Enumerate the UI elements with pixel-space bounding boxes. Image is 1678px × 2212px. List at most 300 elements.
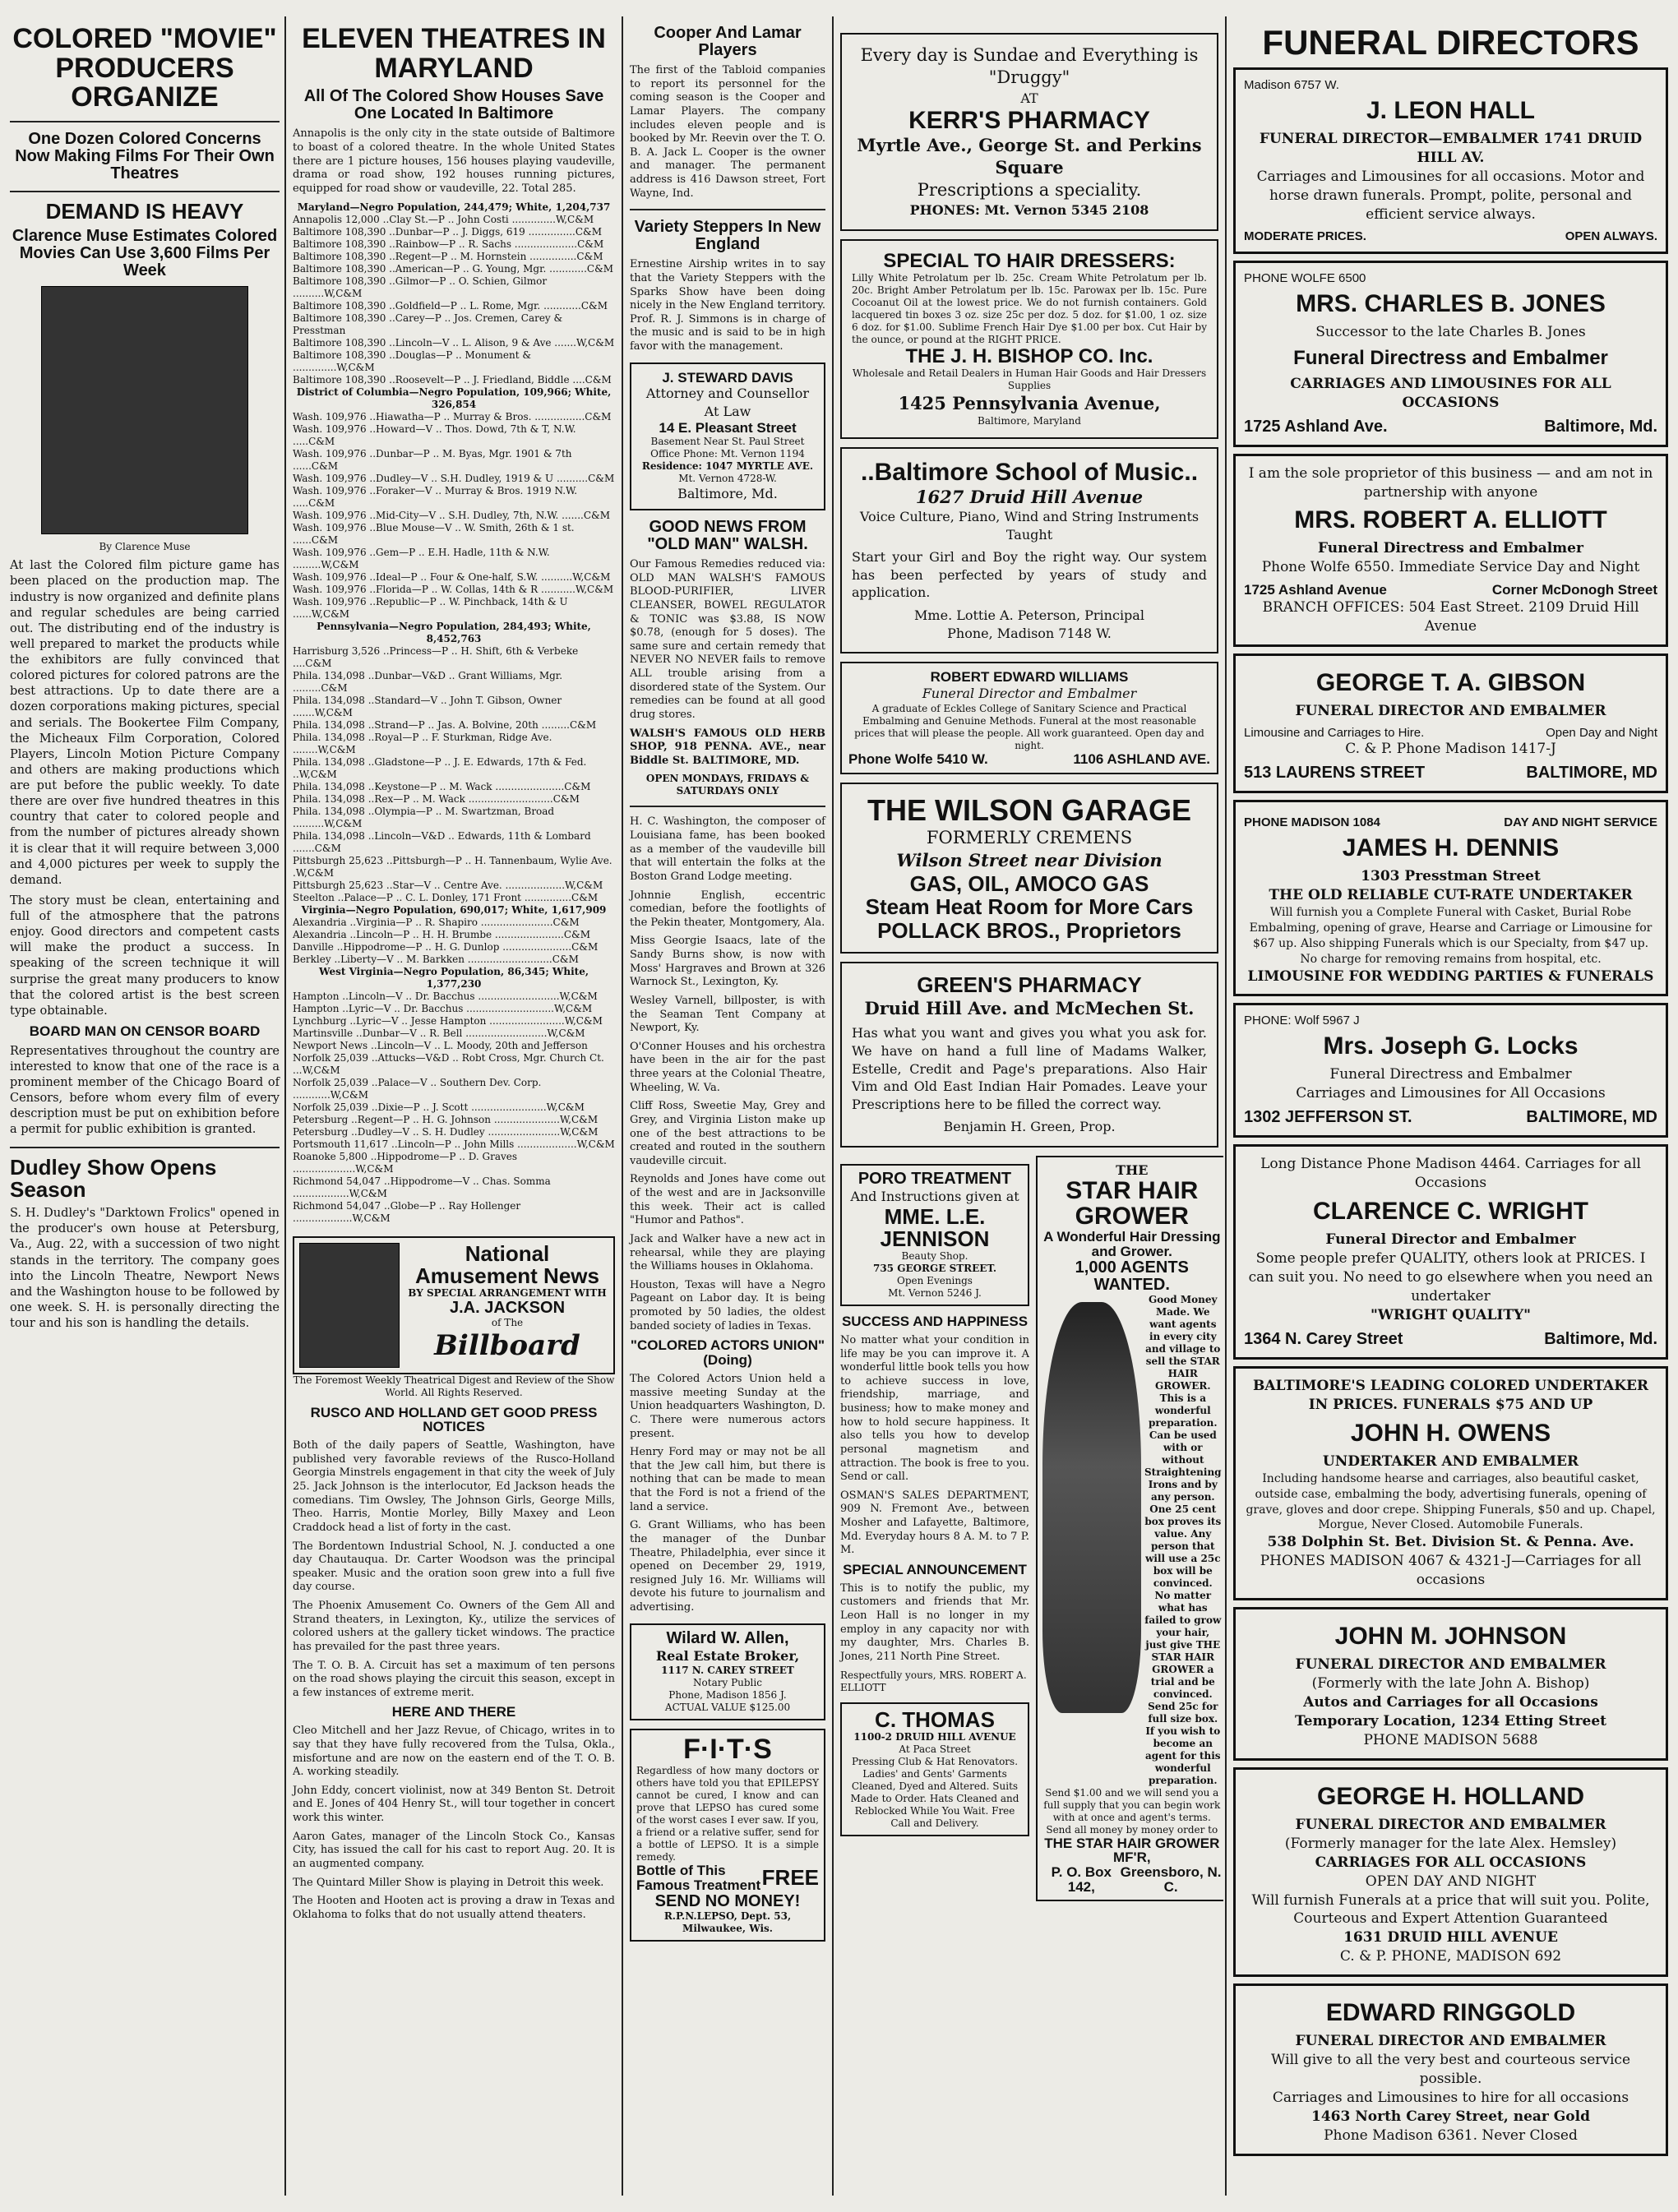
ad-kerrs-pharmacy (840, 33, 1218, 231)
story-quintard-miller: The Quintard Miller Show is playing in Detroit this week. (293, 1876, 604, 1889)
story-georgie-isaacs: Miss Georgie Isaacs, late of the Sandy Burns show, is now with Moss' Hargraves and Brown at 326 Warnock St., Lexington, Ky. (630, 935, 825, 989)
listing-virginia (293, 917, 615, 966)
ringgold-carriages: Carriages and Limousines to hire for all occasions (1272, 2090, 1629, 2107)
locks-city: BALTIMORE, MD (1526, 1108, 1657, 1127)
listing-row: Danville ..Hippodrome—P .. H. G. Dunlop ......................C&M (293, 940, 599, 953)
elliott-corner: Corner McDonogh Street (1491, 582, 1657, 598)
headline-dudley-show: Dudley Show Opens Season (10, 1154, 217, 1202)
wright-phone: Long Distance Phone Madison 4464. Carriages for all Occasions (1260, 1156, 1641, 1192)
ad-robert-edward-williams (840, 662, 1218, 774)
dennis-limo: LIMOUSINE FOR WEDDING PARTIES & FUNERALS (1247, 967, 1654, 985)
listing-row: Phila. 134,098 ..Strand—P .. Jas. A. Bolvine, 20th .........C&M (293, 718, 597, 731)
listing-row: Baltimore 108,390 ..Roosevelt—P .. J. Friedland, Biddle ....C&M (293, 373, 612, 386)
ringgold-name: EDWARD RINGGOLD (1325, 1999, 1576, 2027)
fits-send-no-money: SEND NO MONEY! (654, 1891, 801, 1910)
listing-row: Steelton ..Palace—P .. C. L. Donley, 171 Front ...............C&M (293, 891, 599, 903)
dennis-service: DAY AND NIGHT SERVICE (1504, 815, 1657, 830)
jones-address: 1725 Ashland Ave. (1244, 417, 1388, 436)
success-address: OSMAN'S SALES DEPARTMENT, 909 N. Fremont Ave., between Mosher and Lafayette, Baltimore, Md. Everyday hours 8 A. M. to 7 P. M. (840, 1489, 1029, 1557)
dennis-name: JAMES H. DENNIS (1342, 834, 1560, 862)
jones-successor: Successor to the late Charles B. Jones (1315, 323, 1586, 340)
subhead-censor-board: BOARD MAN ON CENSOR BOARD (29, 1023, 261, 1039)
hall-body: Carriages and Limousines for all occasions. Motor and horse drawn funerals. Prompt, polite, personal and efficient service always. (1256, 168, 1645, 223)
story-theatres-intro: Annapolis is the only city in the state outside of Baltimore to boast of a colored theatre. In the whole United States there are 1 picture houses, 156 houses playing vaudeville, drama or road show, 192 houses running pictures, equipped for road show or vaudeville, 22. Total 285. (293, 127, 615, 195)
listing-row: Wash. 109,976 ..Dudley—V .. S.H. Dudley, 1919 & U ..........C&M (293, 472, 615, 484)
star-company: THE STAR HAIR GROWER MF'R, (1044, 1835, 1220, 1866)
listing-row: Phila. 134,098 ..Standard—V .. John T. Gibson, Owner .......W,C&M (293, 694, 562, 718)
locks-phone: PHONE: Wolf 5967 J (1244, 1014, 1360, 1028)
headline-eleven-theatres: ELEVEN THEATRES IN MARYLAND (302, 25, 606, 84)
ad-edward-ringgold (1233, 1983, 1668, 2156)
billboard-logo: Billboard (434, 1329, 580, 1363)
star-address: P. O. Box 142, (1051, 1864, 1112, 1896)
thomas-at: At Paca Street (899, 1743, 971, 1755)
story-jack-walker: Jack and Walker have a new act in rehearsal, while they are playing the Williams houses in Oklahoma. (630, 1232, 825, 1273)
story-walsh: Our Famous Remedies reduced via: OLD MAN WALSH'S FAMOUS BLOOD-PURIFIER, LIVER CLEANSER, BOWEL REGULATOR & TONIC was $3.88, IS NOW $0.78, (enough for 5 doses). The same sure and certain remedy that NEVER NO NEVER fails to remove ALL trouble arising from a disordered state of the System. Our remedies can be found at all good drug stores. (630, 558, 825, 721)
listing-west-virginia (293, 991, 615, 1225)
column-2 (288, 25, 620, 1927)
kerr-name: KERR'S PHARMACY (908, 107, 1150, 135)
elliott-name: MRS. ROBERT A. ELLIOTT (1294, 506, 1607, 534)
music-address: 1627 Druid Hill Avenue (915, 486, 1144, 507)
kerr-at: AT (1020, 90, 1038, 106)
kerr-prescriptions: Prescriptions a speciality. (917, 179, 1142, 200)
photo-clarence-muse (41, 286, 248, 534)
listing-row: Phila. 134,098 ..Olympia—P .. M. Swartzman, Broad ..........W,C&M (293, 805, 555, 829)
williams-name: ROBERT EDWARD WILLIAMS (930, 669, 1129, 686)
national-amusement-tagline: The Foremost Weekly Theatrical Digest and Review of the Show World. All Rights Reserved. (293, 1374, 615, 1398)
listing-row: Baltimore 108,390 ..Gilmor—P .. O. Schien, Gilmor ..........W,C&M (293, 275, 548, 299)
story-wesley-varnell: Wesley Varnell, billposter, is with the Seaman Tent Company at Newport, Ky. (630, 994, 825, 1035)
star-hair-illustration (1042, 1302, 1141, 1713)
story-reynolds-jones: Reynolds and Jones have come out of the west and are in Jacksonville this week. Their act is called "Humor and Pathos". (630, 1173, 825, 1227)
jones-name: MRS. CHARLES B. JONES (1296, 289, 1606, 317)
johnson-location: Temporary Location, 1234 Etting Street (1294, 1712, 1607, 1729)
listing-row: Baltimore 108,390 ..Goldfield—P .. L. Rome, Mgr. ............C&M (293, 299, 608, 312)
special-announcement-sign: Respectfully yours, MRS. ROBERT A. ELLIOTT (840, 1669, 1027, 1693)
listing-row: Wash. 109,976 ..Foraker—V .. Murray & Bros. 1919 N.W. .....C&M (293, 484, 578, 509)
davis-residence: Residence: 1047 MYRTLE AVE. (641, 459, 814, 472)
bishop-description: Wholesale and Retail Dealers in Human Hair Goods and Hair Dressers Supplies (852, 367, 1207, 392)
davis-name: J. STEWARD DAVIS (662, 369, 793, 386)
poro-name: MME. L.E. JENNISON (880, 1203, 990, 1251)
listing-row: Norfolk 25,039 ..Attucks—V&D .. Robt Cross, Mgr. Church Ct. ...W,C&M (293, 1051, 604, 1076)
national-amusement-by: BY SPECIAL ARRANGEMENT WITH (408, 1287, 607, 1300)
story-washington: H. C. Washington, the composer of Louisiana fame, has been booked as a member of the vaudeville bill that will entertain the folks at the Boston Grand Lodge meeting. (630, 815, 825, 883)
listing-row: Norfolk 25,039 ..Dixie—P .. J. Scott ........................W,C&M (293, 1101, 585, 1113)
wilson-steam-heat: Steam Heat Room for More Cars (865, 894, 1194, 920)
green-proprietor: Benjamin H. Green, Prop. (943, 1119, 1116, 1135)
story-dudley-show: S. H. Dudley's "Darktown Frolics" opened in the producer's own house at Petersburg, Va., Aug. 22, with a succession of two night stands in the territory. The company goes into the Lincoln Theatre, Newport News and the Washington house to be followed by one week. S. H. is personally directing the tour and his son is handling the details. (10, 1207, 280, 1331)
wright-address: 1364 N. Carey Street (1244, 1329, 1403, 1348)
headline-colored-actors-union: "COLORED ACTORS UNION" (Doing) (630, 1337, 825, 1369)
bishop-address: 1425 Pennsylvania Avenue, (898, 393, 1161, 414)
star-sub: A Wonderful Hair Dressing and Grower. (1043, 1228, 1221, 1259)
ad-wilson-garage (840, 783, 1218, 954)
thomas-name: C. THOMAS (875, 1706, 995, 1732)
deck-eleven-theatres: All Of The Colored Show Houses Save One Located In Baltimore (303, 87, 604, 123)
ad-c-thomas (840, 1702, 1029, 1836)
listing-header-dc: District of Columbia—Negro Population, 109,966; White, 326,854 (296, 386, 612, 410)
ad-clarence-wright (1233, 1144, 1668, 1360)
davis-city: Baltimore, Md. (677, 485, 778, 501)
hall-prices: MODERATE PRICES. (1244, 229, 1366, 243)
gibson-limo: Limousine and Carriages to Hire. (1244, 726, 1425, 741)
headline-here-and-there: HERE AND THERE (391, 1704, 516, 1720)
deck-movie-producers: One Dozen Colored Concerns Now Making Films For Their Own Theatres (15, 130, 275, 183)
poro-shop: Beauty Shop. (901, 1250, 968, 1263)
thomas-address: 1100-2 DRUID HILL AVENUE (853, 1730, 1016, 1743)
davis-basement: Basement Near St. Paul Street (650, 435, 805, 447)
locks-address: 1302 JEFFERSON ST. (1244, 1108, 1412, 1127)
allen-notary: Notary Public (693, 1677, 762, 1689)
dennis-title: THE OLD RELIABLE CUT-RATE UNDERTAKER (1269, 887, 1633, 904)
davis-title: Attorney and Counsellor At Law (645, 386, 810, 420)
column-1 (5, 25, 284, 1337)
walsh-address: WALSH'S FAMOUS OLD HERB SHOP, 918 PENNA. AVE., near Biddle St. BALTIMORE, MD. (630, 727, 825, 767)
star-bottom-text: Send $1.00 and we will send you a full supply that you can begin work with at once and agent's terms. Send all money by money order to (1043, 1786, 1221, 1836)
listing-row: Phila. 134,098 ..Lincoln—V&D .. Edwards, 11th & Lombard .......C&M (293, 829, 591, 854)
photo-ja-jackson (299, 1243, 400, 1368)
listing-dc (293, 411, 615, 621)
listing-row: Annapolis 12,000 ..Clay St.—P .. John Costi ..............W,C&M (293, 213, 594, 225)
williams-address: 1106 ASHLAND AVE. (1073, 750, 1210, 767)
ad-j-leon-hall (1233, 67, 1668, 254)
holland-title: FUNERAL DIRECTOR AND EMBALMER (1295, 1816, 1606, 1833)
johnson-formerly: (Formerly with the late John A. Bishop) (1311, 1675, 1590, 1692)
ad-bishop-co (840, 239, 1218, 439)
dennis-body: Will furnish you a Complete Funeral with Casket, Burial Robe Embalming, opening of grave, Hearse and Carriage or Limousine for $67 up. Also shipping Funerals which is our Specialty, from $47 up. No charge for removing remains from hospital, etc. (1249, 905, 1653, 966)
listing-header-pennsylvania: Pennsylvania—Negro Population, 284,493; White, 8,452,763 (317, 620, 591, 644)
gibson-name: GEORGE T. A. GIBSON (1315, 669, 1586, 697)
listing-row: Alexandria ..Lincoln—P .. H. H. Brumbe ......................C&M (293, 928, 591, 940)
holland-carriages: CARRIAGES FOR ALL OCCASIONS (1315, 1854, 1587, 1871)
listing-row: Martinsville ..Dunbar—V .. R. Bell ..........................W,C&M (293, 1027, 585, 1039)
listing-row: Baltimore 108,390 ..Rainbow—P .. R. Sachs ....................C&M (293, 238, 604, 250)
fits-address: R.P.N.LEPSO, Dept. 53, Milwaukee, Wis. (663, 1910, 792, 1934)
hall-name: J. LEON HALL (1366, 97, 1535, 125)
locks-carriages: Carriages and Limousines for All Occasions (1296, 1085, 1606, 1102)
listing-row: Pittsburgh 25,623 ..Star—V .. Centre Ave. ...................W,C&M (293, 879, 603, 891)
music-principal: Mme. Lottie A. Peterson, Principal (914, 607, 1144, 624)
jones-carriages: CARRIAGES AND LIMOUSINES FOR ALL OCCASIONS (1290, 375, 1611, 411)
national-amusement-news-block (293, 1236, 615, 1374)
national-amusement-author: J.A. JACKSON (449, 1299, 566, 1318)
listing-maryland (293, 214, 615, 386)
davis-address: 14 E. Pleasant Street (659, 419, 797, 436)
story-hooten: The Hooten and Hooten act is proving a draw in Texas and Oklahoma to folks that do not usually attend theaters. (293, 1895, 615, 1921)
music-body: Start your Girl and Boy the right way. Our system has been perfected by years of study and application. (852, 549, 1207, 601)
music-description: Voice Culture, Piano, Wind and String Instruments Taught (859, 509, 1200, 543)
story-houston: Houston, Texas will have a Negro Pageant on Labor day. It is being promoted by 50 ladies, the oldest banded society of ladies in Texas. (630, 1278, 825, 1332)
headline-demand: DEMAND IS HEAVY (45, 199, 244, 224)
story-johnnie-english: Johnnie English, eccentric comedian, before the footlights of the Pekin theater, Montgomery, Ala. (630, 889, 825, 929)
davis-office-phone: Office Phone: Mt. Vernon 1194 (650, 447, 805, 459)
gibson-address: 513 LAURENS STREET (1244, 764, 1426, 783)
story-cleo-mitchell: Cleo Mitchell and her Jazz Revue, of Chicago, writes in to say that they have fully recovered from the Tulsa, Okla., misfortune and are now on the eastern end of the T. O. B. A. working steadily. (293, 1725, 615, 1779)
music-phone: Phone, Madison 7148 W. (947, 625, 1112, 641)
williams-body: A graduate of Eckles College of Sanitary Science and Practical Embalming and Genuine Methods. Funeral at the most reasonable prices that will please the people. All work guaranteed. Open day and night. (854, 702, 1204, 751)
listing-row: Richmond 54,047 ..Hippodrome—V .. Chas. Somma ..................W,C&M (293, 1175, 551, 1199)
ad-greens-pharmacy (840, 962, 1218, 1147)
poro-headline: PORO TREATMENT (857, 1169, 1012, 1188)
listing-row: Wash. 109,976 ..Ideal—P .. Four & One-half, S.W. ..........W,C&M (293, 570, 611, 583)
locks-title: Funeral Directress and Embalmer (1329, 1066, 1572, 1083)
ad-willard-allen (630, 1623, 825, 1721)
elliott-notice: I am the sole proprietor of this business — and am not in partnership with anyone (1248, 464, 1653, 501)
walsh-hours: OPEN MONDAYS, FRIDAYS & SATURDAYS ONLY (645, 773, 810, 797)
elliott-title: Funeral Directress and Embalmer (1318, 540, 1583, 557)
listing-header-virginia: Virginia—Negro Population, 690,017; White, 1,617,909 (301, 903, 607, 916)
holland-body: Will furnish Funerals at a price that will suit you. Polite, Courteous and Expert Attention Guaranteed (1251, 1891, 1650, 1928)
holland-address: 1631 DRUID HILL AVENUE (1343, 1929, 1558, 1946)
allen-title: Real Estate Broker, (655, 1647, 800, 1664)
locks-name: Mrs. Joseph G. Locks (1323, 1032, 1579, 1060)
listing-row: Alexandria ..Virginia—P .. R. Shapiro .......................C&M (293, 916, 580, 928)
wilson-proprietors: POLLACK BROS., Proprietors (877, 917, 1181, 943)
wright-city: Baltimore, Md. (1544, 1329, 1657, 1348)
wilson-name: THE WILSON GARAGE (867, 793, 1191, 828)
jones-city: Baltimore, Md. (1544, 417, 1657, 436)
listing-row: Petersburg ..Dudley—V .. S. H. Dudley .......................W,C&M (293, 1125, 599, 1138)
listing-row: Wash. 109,976 ..Gem—P .. E.H. Hadle, 11th & N.W. .........W,C&M (293, 546, 550, 570)
story-oconner: O'Conner Houses and his orchestra have been in the air for the past three years at the Colonial Theatre, Wheeling, W. Va. (630, 1040, 825, 1094)
story-john-eddy: John Eddy, concert violinist, now at 349 Benton St. Detroit and E. Jones of 404 Henry St., will tour together in concert work this winter. (293, 1784, 615, 1825)
listing-row: Baltimore 108,390 ..Lincoln—V .. L. Alison, 9 & Ave .......W,C&M (293, 336, 615, 349)
allen-value: ACTUAL VALUE $125.00 (664, 1702, 791, 1714)
ad-mrs-charles-jones (1233, 261, 1668, 447)
fits-free: FREE (761, 1865, 819, 1891)
national-amusement-of: of The (491, 1317, 524, 1329)
williams-title: Funeral Director and Embalmer (922, 686, 1137, 702)
special-announcement-headline: SPECIAL ANNOUNCEMENT (843, 1561, 1027, 1577)
owens-name: JOHN H. OWENS (1350, 1419, 1551, 1447)
hall-phone: Madison 6757 W. (1244, 78, 1339, 93)
listing-row: Lynchburg ..Lyric—V .. Jesse Hampton ........................W,C&M (293, 1014, 603, 1027)
listing-row: Baltimore 108,390 ..Douglas—P .. Monument & ..............W,C&M (293, 349, 532, 373)
owens-address: 538 Dolphin St. Bet. Division St. & Penna. Ave. (1267, 1534, 1634, 1551)
deck-demand: Clarence Muse Estimates Colored Movies Can Use 3,600 Films Per Week (12, 227, 278, 280)
allen-phone: Phone, Madison 1856 J. (668, 1689, 787, 1702)
thomas-body: Pressing Club & Hat Renovators. Ladies' and Gents' Garments Cleaned, Dyed and Altered. Suits Made to Order. Hats Cleaned and Reblocked While You Wait. Free Call and Delivery. (850, 1755, 1019, 1829)
story-bordentown: The Bordentown Industrial School, N. J. conducted a one day Chautauqua. Dr. Carter Woodson was the principal speaker. Music and the oration soon grew into a full five day course. (293, 1540, 615, 1594)
listing-row: Baltimore 108,390 ..Dunbar—P .. J. Diggs, 619 ...............C&M (293, 225, 602, 238)
listing-pennsylvania (293, 645, 615, 904)
music-name: ..Baltimore School of Music.. (860, 458, 1199, 486)
owens-title: UNDERTAKER AND EMBALMER (1322, 1452, 1579, 1470)
ringgold-body: Will give to all the very best and courteous service possible. (1270, 2052, 1631, 2088)
column-3 (625, 25, 830, 1950)
listing-row: Wash. 109,976 ..Dunbar—P .. M. Byas, Mgr. 1901 & 7th ......C&M (293, 447, 572, 472)
owens-top: BALTIMORE'S LEADING COLORED UNDERTAKER IN PRICES. FUNERALS $75 AND UP (1252, 1377, 1649, 1413)
hall-open: OPEN ALWAYS. (1565, 229, 1657, 243)
listing-row: Harrisburg 3,526 ..Princess—P .. H. Shift, 6th & Verbeke ....C&M (293, 644, 579, 669)
dennis-phone: PHONE MADISON 1084 (1244, 815, 1380, 830)
column-4 (835, 25, 1223, 1901)
listing-row: Wash. 109,976 ..Republic—P .. W. Pinchback, 14th & U ......W,C&M (293, 595, 568, 620)
wright-title: Funeral Director and Embalmer (1325, 1231, 1576, 1249)
ringgold-address: 1463 North Carey Street, near Gold (1311, 2108, 1590, 2126)
listing-row: Baltimore 108,390 ..Carey—P .. Jos. Cremen, Carey & Presstman (293, 312, 563, 336)
green-name: GREEN'S PHARMACY (917, 972, 1142, 998)
ringgold-title: FUNERAL DIRECTOR AND EMBALMER (1295, 2033, 1606, 2050)
johnson-name: JOHN M. JOHNSON (1334, 1623, 1567, 1651)
listing-header-maryland: Maryland—Negro Population, 244,479; White, 1,204,737 (297, 201, 611, 213)
holland-formerly: (Formerly manager for the late Alex. Hemsley) (1284, 1835, 1617, 1852)
headline-cooper-lamar: Cooper And Lamar Players (654, 25, 802, 59)
listing-row: Baltimore 108,390 ..Regent—P .. M. Hornstein ...............C&M (293, 250, 603, 262)
headline-walsh: GOOD NEWS FROM "OLD MAN" WALSH. (647, 518, 808, 554)
elliott-branch: BRANCH OFFICES: 504 East Street. 2109 Druid Hill Avenue (1262, 599, 1639, 635)
owens-body: Including handsome hearse and carriages, also beautiful casket, outside case, embalming the body, advertising funerals, opening of grave, gloves and door crepe. Shipping Funerals, $50 and up. Chapel, Morgue, Never Closed. Automobile Funerals. (1246, 1471, 1656, 1532)
green-body: Has what you want and gives you what you ask for. We have on hand a full line of Madams Walker, Estelle, Credit and Page's preparations. Also Hair Vim and Old East Indian Hair Pomades. Leave your Prescriptions here to be filled the correct way. (852, 1025, 1207, 1112)
story-aaron-gates: Aaron Gates, manager of the Lincoln Stock Co., Kansas City, has issued the call for his cast to report Aug. 20. It is an augmented company. (293, 1830, 615, 1870)
ad-fits (630, 1729, 825, 1941)
williams-phone: Phone Wolfe 5410 W. (848, 750, 988, 767)
success-body: No matter what your condition in life may be you can improve it. A wonderful little book tells you how to achieve success in love, friendship, marriage, and business; how to make money and how to hold secure happiness. It also tells you how to develop personal magnetism and attraction. The book is free to you. Send or call. (840, 1333, 1029, 1484)
listing-row: Phila. 134,098 ..Dunbar—V&D .. Grant Williams, Mgr. .........C&M (293, 669, 563, 694)
star-the: THE (1116, 1161, 1149, 1178)
gibson-city: BALTIMORE, MD (1526, 764, 1657, 783)
bishop-headline: SPECIAL TO HAIR DRESSERS: (883, 249, 1176, 272)
listing-row: Hampton ..Lyric—V .. Dr. Bacchus ............................W,C&M (293, 1002, 593, 1014)
wright-quality: "WRIGHT QUALITY" (1370, 1306, 1532, 1323)
listing-row: Wash. 109,976 ..Blue Mouse—V .. W. Smith, 26th & 1 st. ......C&M (293, 521, 575, 546)
hall-title: FUNERAL DIRECTOR—EMBALMER 1741 DRUID HILL AV. (1259, 131, 1643, 167)
bishop-city: Baltimore, Maryland (978, 414, 1081, 427)
listing-row: Portsmouth 11,617 ..Lincoln—P .. John Mills ...................W,C&M (293, 1138, 615, 1150)
fits-body: Regardless of how many doctors or others have told you that EPILEPSY cannot be cured, I know and can prove that LEPSO has cured some of the worst cases I ever saw. If you, a friend or a relative suffer, send for a bottle of LEPSO. It is a simple remedy. (636, 1764, 819, 1863)
success-headline: SUCCESS AND HAPPINESS (841, 1314, 1029, 1330)
holland-name: GEORGE H. HOLLAND (1316, 1782, 1584, 1810)
listing-row: Phila. 134,098 ..Royal—P .. F. Sturkman, Ridge Ave. ........W,C&M (293, 731, 552, 755)
headline-variety-steppers: Variety Steppers In New England (634, 218, 821, 254)
ad-james-dennis (1233, 800, 1668, 996)
ad-mrs-joseph-locks (1233, 1003, 1668, 1138)
column-5 (1228, 25, 1673, 2163)
story-screen-technique: The story must be clean, entertaining and full of the atmosphere that the patrons enjoy. Good directors and competent casts will make the product a success. In speaking of the screen technique it will surprise the great many producers to know that the colored artist is the best screen type obtainable. (10, 894, 280, 1018)
gibson-title: FUNERAL DIRECTOR AND EMBALMER (1295, 703, 1606, 720)
listing-row: Baltimore 108,390 ..American—P .. G. Young, Mgr. ............C&M (293, 262, 614, 275)
listing-row: Wash. 109,976 ..Howard—V .. Thos. Dowd, 7th & T, N.W. .....C&M (293, 423, 576, 447)
jones-title: Funeral Directress and Embalmer (1293, 346, 1608, 369)
allen-name: Wilard W. Allen, (666, 1628, 789, 1647)
headline-rusco-holland: RUSCO AND HOLLAND GET GOOD PRESS NOTICES (310, 1404, 598, 1435)
bishop-name: THE J. H. BISHOP CO. Inc. (905, 345, 1153, 368)
listing-row: Phila. 134,098 ..Keystone—P .. M. Wack ......................C&M (293, 780, 591, 792)
star-agents: 1,000 AGENTS WANTED. (1075, 1258, 1189, 1294)
listing-row: Hampton ..Lincoln—V .. Dr. Bacchus ..........................W,C&M (293, 990, 598, 1002)
story-movie-producers: At last the Colored film picture game has been placed on the production map. The industry is now organized and definite plans and regular schedules are being carried out. The distributing end of the industry is well prepared to market the products while the exhibitors are fully convinced that colored pictures for colored patrons are the best attractions. Up to date there are a dozen corporations making pictures, special and serials. The Bookertee Film Company, the Micheaux Film Corporation, Colored Players, Lincoln Motion Picture Company and others are making productions which are put before the public weekly. To date there are over five hundred theatres in this country that cater to colored people and from the number of pictures already shown it is clear that it will require between 3,000 and 4,000 pictures per week to supply the demand. (10, 559, 280, 887)
allen-address: 1117 N. CAREY STREET (661, 1665, 794, 1677)
bishop-body: Lilly White Petrolatum per lb. 25c. Cream White Petrolatum per lb. 20c. Bright Amber Petrolatum per lb. 15c. Parowax per lb. 15c. Pure Cocoanut Oil at the lowest price. We do not furnish containers. Gold lacquered tin boxes 3 oz. size 25c per doz. 5 doz. for $1.00, 1 oz. size 6 doz. for $1.00. Sublime French Hair Dye $1.00 per box. Cut Hair by the ounce, or pound at the RIGHT PRICE. (852, 272, 1207, 346)
story-henry-ford: Henry Ford may or may not be all that the Jew call him, but there is nothing that can be made to mean that the Ford is not a friend of the land a service. (630, 1446, 825, 1513)
fits-title: F·I·T·S (683, 1734, 772, 1766)
listing-header-west-virginia: West Virginia—Negro Population, 86,345; White, 1,377,230 (318, 965, 589, 990)
gibson-phone: C. & P. Phone Madison 1417-J (1345, 741, 1556, 758)
listing-row: Wash. 109,976 ..Hiawatha—P .. Murray & Bros. ................C&M (293, 410, 612, 423)
wright-name: CLARENCE C. WRIGHT (1313, 1198, 1588, 1226)
ad-poro-treatment (840, 1164, 1029, 1306)
kerr-tagline: Every day is Sundae and Everything is "Druggy" (860, 45, 1199, 88)
listing-row: Wash. 109,976 ..Florida—P .. W. Collas, 14th & R ...........W,C&M (293, 583, 614, 595)
dennis-address: 1303 Presstman Street (1361, 868, 1541, 885)
poro-sub: And Instructions given at (850, 1188, 1019, 1204)
star-side-text: Good Money Made. We want agents in every city and village to sell the STAR HAIR GROWER. This is a wonderful preparation. Can be used with or without Straightening Irons and by any person. One 25 cent box proves its value. Any person that will use a 25c box will be convinced. No matter what has failed to grow your hair, just give THE STAR HAIR GROWER a trial and be convinced. Send 25c for full size box. If you wish to become an agent for this wonderful preparation. (1144, 1293, 1222, 1786)
funeral-directors-header: FUNERAL DIRECTORS (1262, 25, 1639, 62)
star-name: STAR HAIR GROWER (1066, 1176, 1199, 1231)
story-rusco-holland: Both of the daily papers of Seattle, Washington, have published very favorable reviews of the Rusco-Holland Georgia Minstrels engagement in that city the week of July 25. Jack Johnson is the interlocutor, Ed Jackson heads the comedians. Tim Owsley, The Johnson Girls, George Mills, Theo. Harris, Montie Morley, Billy Maxey and Leon Craddock head a list of forty in the cast. (293, 1439, 615, 1534)
listing-row: Norfolk 25,039 ..Palace—V .. Southern Dev. Corp. ............W,C&M (293, 1076, 542, 1101)
listing-row: Richmond 54,047 ..Globe—P .. Ray Hollenger ...................W,C&M (293, 1199, 521, 1224)
listing-row: Phila. 134,098 ..Gladstone—P .. J. E. Edwards, 17th & Fed. ..W,C&M (293, 755, 587, 780)
story-toba: The T. O. B. A. Circuit has set a maximum of ten persons on the road shows playing the circuit this season, except in a few instances of extreme merit. (293, 1659, 615, 1699)
kerr-phones: PHONES: Mt. Vernon 5345 2108 (909, 202, 1149, 219)
listing-row: Wash. 109,976 ..Mid-City—V .. S.H. Dudley, 7th, N.W. .......C&M (293, 509, 610, 521)
ad-steward-davis (630, 363, 825, 510)
ad-star-hair-grower (1036, 1156, 1223, 1901)
wilson-gas: GAS, OIL, AMOCO GAS (909, 870, 1149, 896)
ringgold-phone: Phone Madison 6361. Never Closed (1324, 2127, 1578, 2144)
ad-baltimore-school-of-music (840, 447, 1218, 653)
story-colored-actors-union: The Colored Actors Union held a massive meeting Sunday at the Union headquarters Washington, D. C. There were numerous actors present. (630, 1373, 825, 1440)
elliott-address: 1725 Ashland Avenue (1244, 582, 1387, 598)
elliott-phone: Phone Wolfe 6550. Immediate Service Day and Night (1261, 559, 1640, 576)
johnson-phone: PHONE MADISON 5688 (1363, 1731, 1538, 1748)
listing-row: Berkley ..Liberty—V .. M. Barkken ...........................C&M (293, 953, 579, 965)
story-phoenix: The Phoenix Amusement Co. Owners of the Gem All and Strand theaters, in Lexington, Ky., utilize the services of colored ushers at the gallery ticket windows. The practice has prevailed for the past three years. (293, 1600, 615, 1653)
listing-row: Newport News ..Lincoln—V .. L. Moody, 20th and Jefferson (293, 1039, 588, 1051)
listing-row: Roanoke 5,800 ..Hippodrome—P .. D. Graves ....................W,C&M (293, 1150, 518, 1175)
davis-residence-phone: Mt. Vernon 4728-W. (678, 472, 777, 484)
johnson-title: FUNERAL DIRECTOR AND EMBALMER (1295, 1656, 1606, 1674)
wright-body: Some people prefer QUALITY, others look at PRICES. I can suit you. No need to go elsewhere when you need an undertaker (1248, 1250, 1653, 1305)
jones-phone: PHONE WOLFE 6500 (1244, 270, 1366, 285)
poro-open: Open Evenings (897, 1275, 973, 1287)
listing-row: Phila. 134,098 ..Rex—P .. M. Wack ...........................C&M (293, 792, 580, 805)
star-city: Greensboro, N. C. (1120, 1864, 1222, 1896)
listing-row: Petersburg ..Regent—P .. H. G. Johnson .....................W,C&M (293, 1113, 599, 1125)
special-announcement-body: This is to notify the public, my customers and friends that Mr. Leon Hall is no longer in my employ in any capacity nor with my daughter, Mrs. Charles B. Jones, 211 North Pine Street. (840, 1582, 1029, 1663)
wilson-formerly: FORMERLY CREMENS (926, 828, 1133, 848)
ad-george-gibson (1233, 653, 1668, 793)
story-cliff-ross: Cliff Ross, Sweetie May, Grey and Grey, and Virginia Liston make up one of the best attractions to be created and routed in the southern vaudeville circuit. (630, 1100, 825, 1167)
story-variety-steppers: Ernestine Airship writes in to say that the Variety Steppers with the Sparks Show have been doing nicely in the New England territory. Prof. R. J. Simmons is in charge of the music and is said to be in high favor with the management. (630, 258, 825, 353)
poro-address: 735 GEORGE STREET. (872, 1263, 997, 1275)
story-cooper-lamar: The first of the Tabloid companies to report its personnel for the coming season is the Cooper and Lamar Players. The company includes eleven people and is booked by Mr. Reevin over the T. O. B. A. Jack L. Cooper is the owner and manager. The permanent address is 416 Dawson street, Fort Wayne, Ind. (630, 64, 825, 200)
ad-john-johnson (1233, 1607, 1668, 1761)
kerr-address: Myrtle Ave., George St. and Perkins Square (857, 135, 1202, 178)
poro-phone: Mt. Vernon 5246 J. (888, 1287, 982, 1300)
photo-caption: By Clarence Muse (99, 541, 191, 553)
headline-movie-producers: COLORED "MOVIE" PRODUCERS ORGANIZE (12, 25, 277, 113)
holland-open: OPEN DAY AND NIGHT (1365, 1873, 1537, 1890)
wilson-address: Wilson Street near Division (896, 850, 1163, 871)
listing-row: Pittsburgh 25,623 ..Pittsburgh—P .. H. Tannenbaum, Wylie Ave. .W,C&M (293, 854, 612, 879)
holland-phone: C. & P. PHONE, MADISON 692 (1339, 1948, 1562, 1965)
gibson-open: Open Day and Night (1546, 726, 1657, 741)
green-address: Druid Hill Ave. and McMechen St. (864, 998, 1195, 1019)
story-grant-williams: G. Grant Williams, who has been the manager of the Dunbar Theatre, Philadelphia, ever since it opened on December 29, 1919, resigned July 16. Mr. Williams will devote his future to journalism and advertising. (630, 1519, 825, 1614)
ad-mrs-robert-elliott (1233, 454, 1668, 648)
ad-george-holland (1233, 1767, 1668, 1978)
johnson-autos: Autos and Carriages for all Occasions (1303, 1693, 1598, 1711)
national-amusement-title: National Amusement News (415, 1240, 599, 1288)
fits-bottle: Bottle of This Famous Treatment (636, 1862, 761, 1893)
ad-john-owens (1233, 1366, 1668, 1600)
story-censor-board: Representatives throughout the country are interested to know that one of the race is a prominent member of the Chicago Board of Censors, before whom every film of every description must be put on exhibition before a permit for public exhibition is granted. (10, 1044, 280, 1137)
owens-phones: PHONES MADISON 4067 & 4321-J—Carriages for all occasions (1260, 1553, 1642, 1589)
